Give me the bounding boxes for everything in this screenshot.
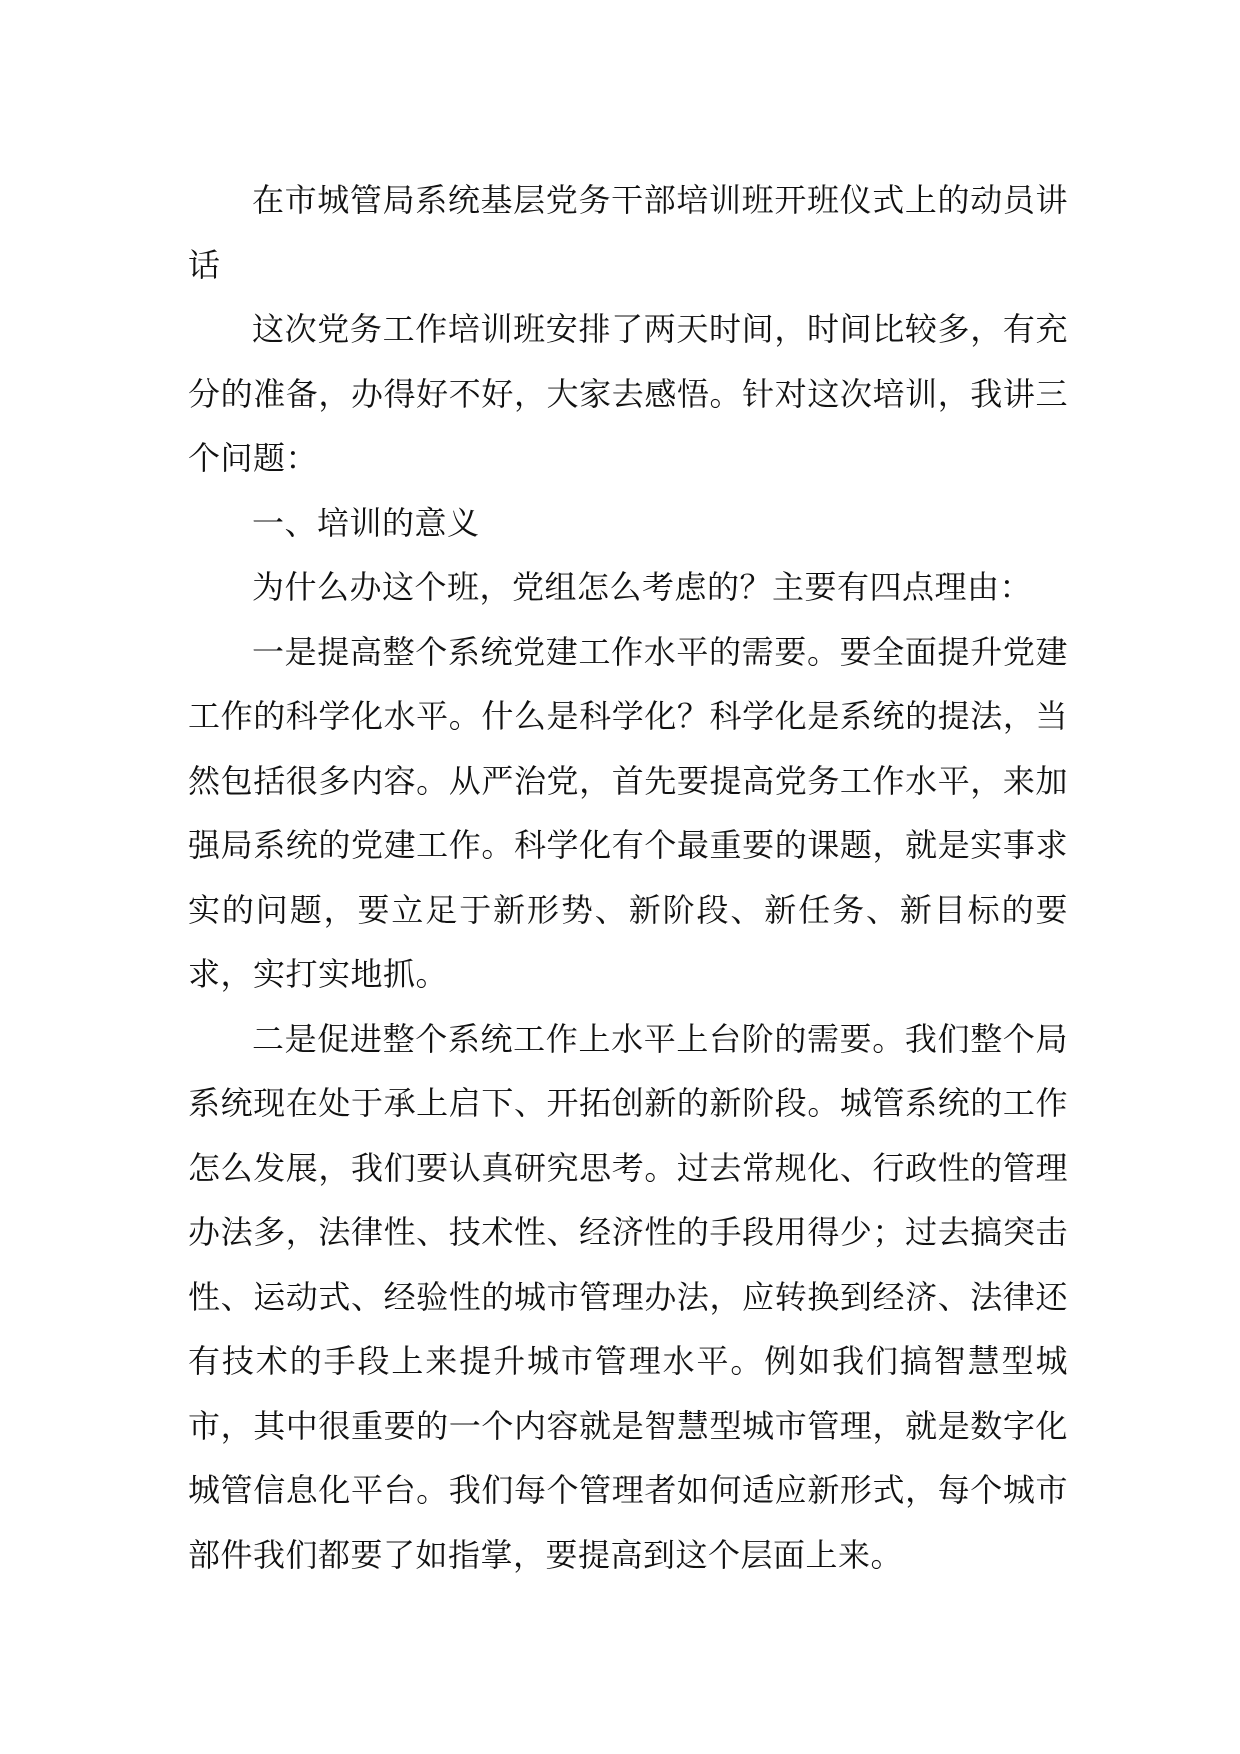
paragraph-reason-2: 二是促进整个系统工作上水平上台阶的需要。我们整个局系统现在处于承上启下、开拓创新的新阶段。城管系统的工作怎么发展，我们要认真研究思考。过去常规化、行政性的管理办法多，法律性、技术性、经济性的手段用得少；过去搞突击性、运动式、经验性的城市管理办法，应转换到经济、法律还有技术的手段上来提升城市管理水平。例如我们搞智慧型城市，其中很重要的一个内容就是智慧型城市管理，就是数字化城管信息化平台。我们每个管理者如何适应新形式，每个城市部件我们都要了如指掌，要提高到这个层面上来。 — [188, 1019, 1068, 1574]
document-body — [188, 168, 1068, 1587]
paragraph-intro: 这次党务工作培训班安排了两天时间，时间比较多，有充分的准备，办得好不好，大家去感悟。针对这次培训，我讲三个问题： — [188, 310, 1068, 477]
paragraph-reason-1: 一是提高整个系统党建工作水平的需要。要全面提升党建工作的科学化水平。什么是科学化？科学化是系统的提法，当然包括很多内容。从严治党，首先要提高党务工作水平，来加强局系统的党建工作。科学化有个最重要的课题，就是实事求实的问题，要立足于新形势、新阶段、新任务、新目标的要求，实打实地抓。 — [188, 632, 1068, 993]
section-heading-1: 一、培训的意义 — [252, 503, 480, 542]
document-title: 在市城管局系统基层党务干部培训班开班仪式上的动员讲话 — [188, 181, 1068, 284]
paragraph-question: 为什么办这个班，党组怎么考虑的？主要有四点理由： — [252, 568, 1033, 606]
